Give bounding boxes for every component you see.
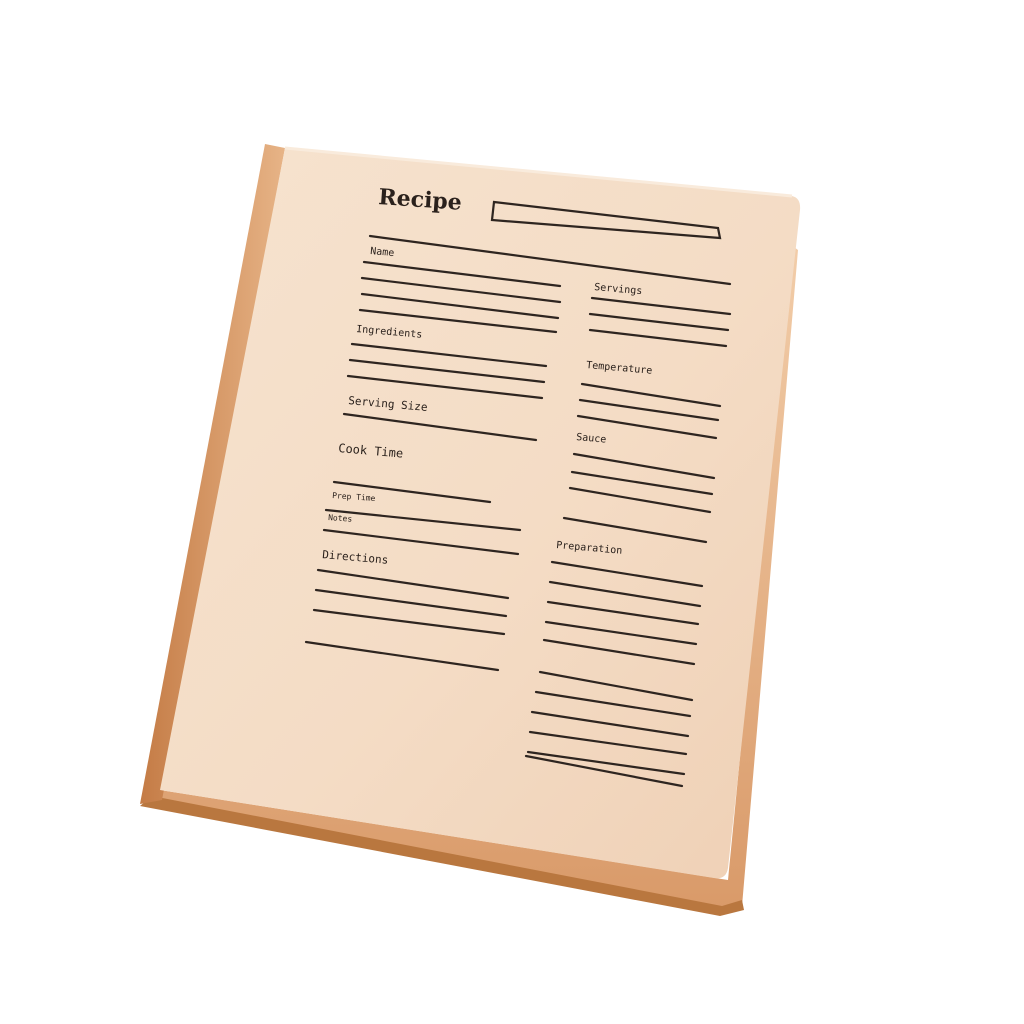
label-prep-time: Prep Time (331, 491, 376, 504)
label-serving-size: Serving Size (347, 394, 429, 414)
label-directions: Directions (321, 548, 389, 567)
label-temperature: Temperature (585, 360, 653, 377)
label-servings: Servings (593, 282, 643, 298)
label-preparation: Preparation (555, 540, 623, 557)
notebook-title: Recipe (377, 184, 463, 216)
label-notes: Notes (327, 513, 353, 524)
label-sauce: Sauce (575, 432, 607, 446)
label-cook-time: Cook Time (337, 441, 404, 461)
label-name: Name (369, 246, 395, 260)
label-ingredients: Ingredients (355, 324, 423, 341)
